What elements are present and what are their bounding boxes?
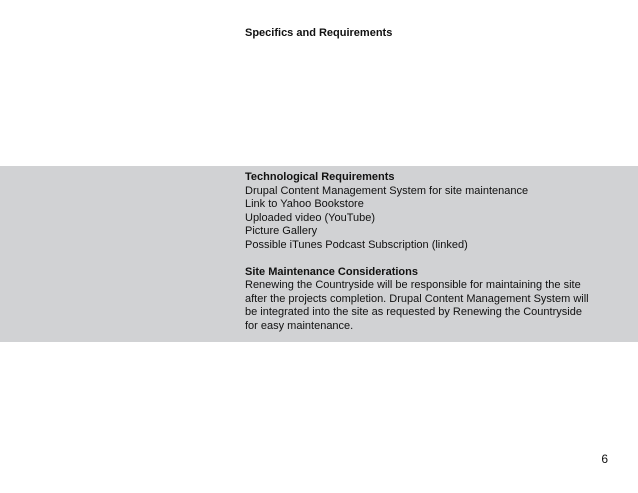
section-spacer <box>245 252 605 266</box>
list-item: Uploaded video (YouTube) <box>245 211 376 224</box>
page-title: Specifics and Requirements <box>245 27 393 39</box>
list-item: Picture Gallery <box>245 225 318 237</box>
list-item: Link to Yahoo Bookstore <box>245 198 364 210</box>
tech-requirements-title: Technological Requirements <box>245 171 395 183</box>
maintenance-title: Site Maintenance Considerations <box>245 265 418 278</box>
page-number: 6 <box>601 452 608 466</box>
content-band <box>0 166 638 342</box>
tech-requirements-list <box>245 185 605 253</box>
maintenance-text: Renewing the Countryside will be responsible for maintaining the site after the projects completion. Drupal Content Management System will be integrated into the site as requested by Renewing the Countryside for easy maintenance. <box>245 279 589 332</box>
list-item: Drupal Content Management System for site maintenance <box>245 184 529 197</box>
list-item: Possible iTunes Podcast Subscription (linked) <box>245 238 468 251</box>
band-content <box>245 171 605 333</box>
